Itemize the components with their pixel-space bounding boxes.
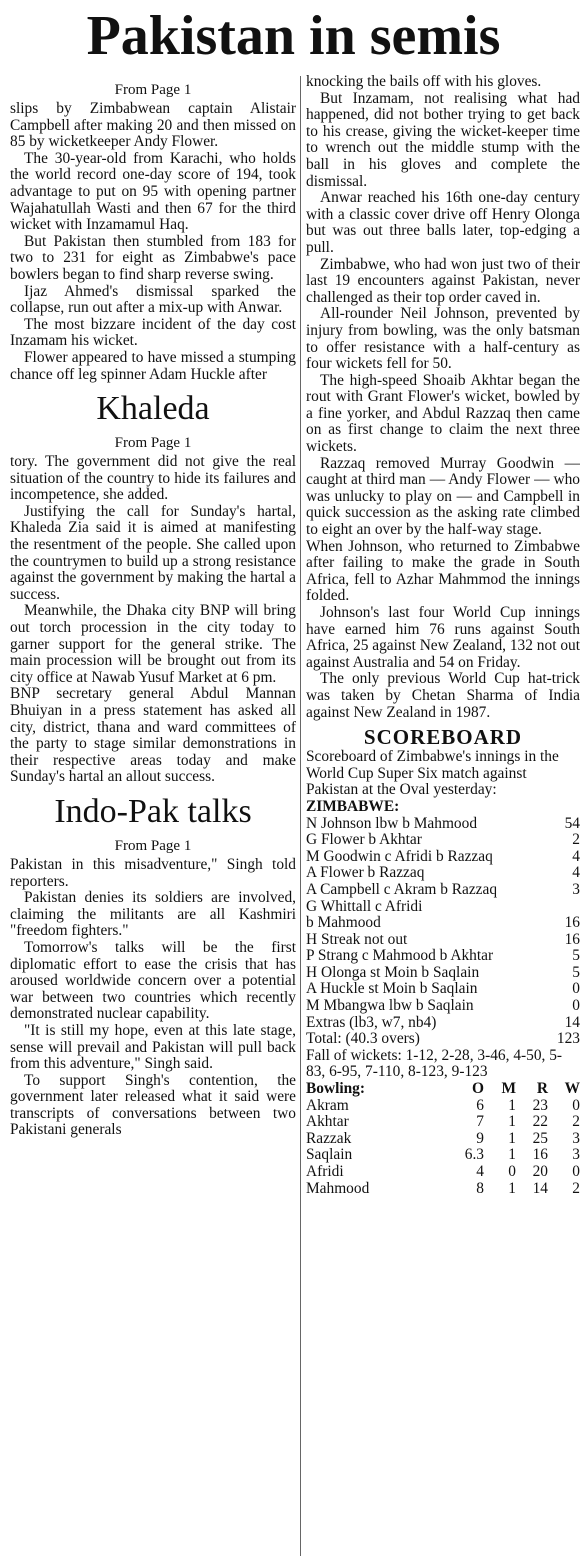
story1-cont-paragraph: But Inzamam, not realising what had happened, did not bother trying to get back to his crease, giving the wicket-keeper time to wrench out the middle stump with the ball in his gloves and complete the dismissal.	[306, 89, 580, 190]
bowling-row	[306, 1147, 580, 1164]
column-divider	[300, 76, 301, 1556]
col-r: R	[536, 1080, 548, 1098]
extras-runs: 14	[564, 1013, 580, 1031]
story1-cont-paragraph: The high-speed Shoaib Akhtar began the rout with Grant Flower's wicket, bowled by a fine yorker, and Abdul Razzaq then came on as first change to claim the next three wickets.	[306, 371, 580, 456]
batting-row	[306, 816, 580, 833]
runs: 3	[572, 880, 580, 898]
runs: 0	[572, 980, 580, 998]
story3-paragraph: Tomorrow's talks will be the first diplomatic effort to ease the crisis that has aroused worldwide concern over a potential war between two countries which recently demonstrated nuclear capability.	[10, 938, 296, 1023]
story2-from: From Page 1	[114, 435, 192, 452]
story2-paragraph: tory. The government did not give the real situation of the country to hide its failures and incompetence, she added.	[10, 453, 296, 504]
story1-paragraph: But Pakistan then stumbled from 183 for two to 231 for eight as Zimbabwe's pace bowlers began to find sharp reverse swing.	[10, 232, 296, 283]
story2-paragraph: Meanwhile, the Dhaka city BNP will bring out torch procession in the city today to garner support for the general strike. The main procession will be brought out from its city office at Nawab Yusuf Market at 6 pm.	[10, 602, 296, 686]
bowler: Afridi	[306, 1163, 344, 1180]
runs: 0	[572, 997, 580, 1015]
batting-row	[306, 981, 580, 998]
overs: 9	[476, 1129, 484, 1147]
story1-paragraph: Ijaz Ahmed's dismissal sparked the collapse, run out after a mix-up with Anwar.	[10, 282, 296, 317]
story1-continuation	[306, 74, 580, 721]
batsman: H Olonga st Moin b Saqlain	[306, 963, 480, 981]
scoreboard-title: SCOREBOARD	[363, 725, 523, 750]
bowling-label: Bowling:	[306, 1080, 366, 1098]
runs: 16	[564, 930, 580, 948]
maidens: 1	[508, 1179, 516, 1197]
overs: 4	[476, 1163, 484, 1180]
runs-conceded: 20	[532, 1163, 548, 1180]
story3-from: From Page 1	[114, 837, 192, 854]
story3-body	[10, 857, 296, 1139]
batsman: G Flower b Akhtar	[306, 831, 422, 849]
bowling-row	[306, 1114, 580, 1131]
overs: 6.3	[464, 1146, 484, 1164]
runs: 5	[572, 963, 580, 981]
story2-paragraph: Justifying the call for Sunday's hartal, Khaleda Zia said it is aimed at manifesting the resentment of the people. She called upon the countrymen to build up a strong resistance against the government by making the hartal a success.	[10, 502, 296, 603]
story1-from: From Page 1	[114, 82, 192, 98]
fall-of-wickets: Fall of wickets: 1-12, 2-28, 3-46, 4-50, 5-83, 6-95, 7-110, 8-123, 9-123	[306, 1046, 563, 1081]
runs-conceded: 16	[532, 1146, 548, 1164]
right-column	[306, 74, 580, 1556]
wickets: 0	[572, 1163, 580, 1180]
story1-body	[10, 101, 296, 383]
runs: 4	[572, 864, 580, 882]
story1-paragraph: The most bizzare incident of the day cost Inzamam his wicket.	[10, 315, 296, 350]
story1-cont-paragraph: When Johnson, who returned to Zimbabwe after failing to make the grade in South Africa, fell to Azhar Mahmmod the innings folded.	[306, 537, 580, 605]
batting-row	[306, 832, 580, 849]
batting-row	[306, 948, 580, 965]
bowling-row	[306, 1098, 580, 1115]
total-runs: 123	[556, 1030, 580, 1048]
runs: 54	[564, 814, 580, 832]
batting-row	[306, 849, 580, 866]
col-m: M	[501, 1080, 516, 1098]
extras-row	[306, 1015, 580, 1032]
runs-conceded: 25	[532, 1129, 548, 1147]
story2-paragraph: BNP secretary general Abdul Mannan Bhuiyan in a press statement has asked all city, district, thana and ward committees of the party to stage similar demonstrations in their respective areas today and make Sunday's hartal an allout success.	[10, 685, 296, 786]
bowling-row	[306, 1164, 580, 1181]
batting-row	[306, 932, 580, 949]
story1-paragraph: Flower appeared to have missed a stumping chance off leg spinner Adam Huckle after	[10, 348, 296, 383]
bowling-header	[306, 1081, 580, 1098]
batsman: M Mbangwa lbw b Saqlain	[306, 997, 474, 1015]
runs-conceded: 23	[532, 1096, 548, 1114]
batsman: A Huckle st Moin b Saqlain	[306, 980, 478, 998]
wickets: 2	[572, 1113, 580, 1131]
batsman: H Streak not out	[306, 930, 408, 948]
wickets: 3	[572, 1129, 580, 1147]
story1-paragraph: slips by Zimbabwean captain Alistair Campbell after making 20 and then missed on 85 by wicketkeeper Andy Flower.	[10, 100, 296, 151]
story3-paragraph: Pakistan denies its soldiers are involved, claiming the militants are all Kashmiri "freedom fighters."	[10, 889, 296, 940]
overs: 7	[476, 1113, 484, 1131]
headline: Pakistan in semis	[86, 5, 501, 67]
col-o: O	[472, 1080, 484, 1098]
maidens: 1	[508, 1113, 516, 1131]
bowling-table	[306, 1081, 580, 1197]
batsman: M Goodwin c Afridi b Razzaq	[306, 847, 493, 865]
story3-paragraph: Pakistan in this misadventure," Singh told reporters.	[10, 855, 296, 890]
bowler: Akhtar	[306, 1113, 349, 1131]
batsman: A Campbell c Akram b Razzaq	[306, 880, 498, 898]
story1-paragraph: The 30-year-old from Karachi, who holds the world record one-day score of 194, took advantage to put on 95 with opening partner Wajahatullah Wasti and then 67 for the third wicket with Inzamamul Haq.	[10, 149, 296, 234]
batsman: P Strang c Mahmood b Akhtar	[306, 947, 494, 965]
wickets: 3	[572, 1146, 580, 1164]
batsman: G Whittall c Afridi	[306, 897, 423, 915]
story3-paragraph: To support Singh's contention, the government later released what it said were transcripts of conversations between two Pakistani generals	[10, 1071, 296, 1139]
batting-list	[306, 816, 580, 1048]
story3-paragraph: "It is still my hope, even at this late stage, sense will prevail and Pakistan will pull back from this adventure," Singh said.	[10, 1021, 296, 1073]
batsman: N Johnson lbw b Mahmood	[306, 814, 478, 832]
overs: 8	[476, 1179, 484, 1197]
runs	[576, 899, 580, 916]
story1-cont-paragraph: Johnson's last four World Cup innings have earned him 76 runs against South Africa, 25 against New Zealand, 132 not out against Australia and 54 on Friday.	[306, 604, 580, 671]
story1-cont-paragraph: The only previous World Cup hat-trick was taken by Chetan Sharma of India against New Zealand in 1987.	[306, 670, 580, 721]
batting-row	[306, 915, 580, 932]
story1-cont-paragraph: Anwar reached his 16th one-day century with a classic cover drive off Henry Olonga but was out three balls later, top-edging a pull.	[306, 189, 580, 256]
story1-cont-paragraph: All-rounder Neil Johnson, prevented by injury from bowling, was the only batsman to offer resistance with a half-century as four wickets fell for 50.	[306, 305, 580, 373]
maidens: 1	[508, 1146, 516, 1164]
scoreboard-team: ZIMBABWE:	[306, 797, 400, 815]
story1-cont-paragraph: Razzaq removed Murray Goodwin — caught at third man — Andy Flower — who was unlucky to play on — and Campbell in quick succession as the asking rate climbed to eight an over by the half-way stage.	[306, 454, 580, 539]
batting-row	[306, 965, 580, 982]
total-label: Total: (40.3 overs)	[306, 1030, 420, 1048]
runs: 4	[572, 847, 580, 865]
batting-row	[306, 865, 580, 882]
runs: 2	[572, 831, 580, 849]
batting-row	[306, 882, 580, 899]
maidens: 0	[508, 1163, 516, 1180]
bowling-row	[306, 1181, 580, 1198]
runs-conceded: 22	[532, 1113, 548, 1131]
maidens: 1	[508, 1129, 516, 1147]
story2-body	[10, 454, 296, 786]
bowling-row	[306, 1131, 580, 1148]
left-column	[10, 76, 296, 1556]
wickets: 0	[572, 1096, 580, 1114]
story3-title: Indo-Pak talks	[54, 792, 252, 830]
batsman: A Flower b Razzaq	[306, 864, 425, 882]
extras-label: Extras (lb3, w7, nb4)	[306, 1013, 437, 1031]
col-w: W	[564, 1080, 580, 1098]
bowler: Mahmood	[306, 1179, 370, 1197]
runs-conceded: 14	[532, 1179, 548, 1197]
bowler: Akram	[306, 1096, 349, 1114]
runs: 5	[572, 947, 580, 965]
story1-cont-paragraph: knocking the bails off with his gloves.	[306, 74, 542, 90]
total-row	[306, 1031, 580, 1048]
scoreboard-intro: Scoreboard of Zimbabwe's innings in the World Cup Super Six match against Pakistan at the Oval yesterday:	[306, 748, 559, 799]
story1-cont-paragraph: Zimbabwe, who had won just two of their last 19 encounters against Pakistan, never challenged as their top order caved in.	[306, 255, 580, 306]
batting-row	[306, 998, 580, 1015]
wickets: 2	[572, 1179, 580, 1197]
batsman: b Mahmood	[306, 914, 381, 932]
maidens: 1	[508, 1096, 516, 1114]
bowler: Razzak	[306, 1129, 352, 1147]
batting-row	[306, 899, 580, 916]
bowler: Saqlain	[306, 1146, 353, 1164]
overs: 6	[476, 1096, 484, 1114]
story2-title: Khaleda	[96, 390, 210, 428]
runs: 16	[564, 914, 580, 932]
